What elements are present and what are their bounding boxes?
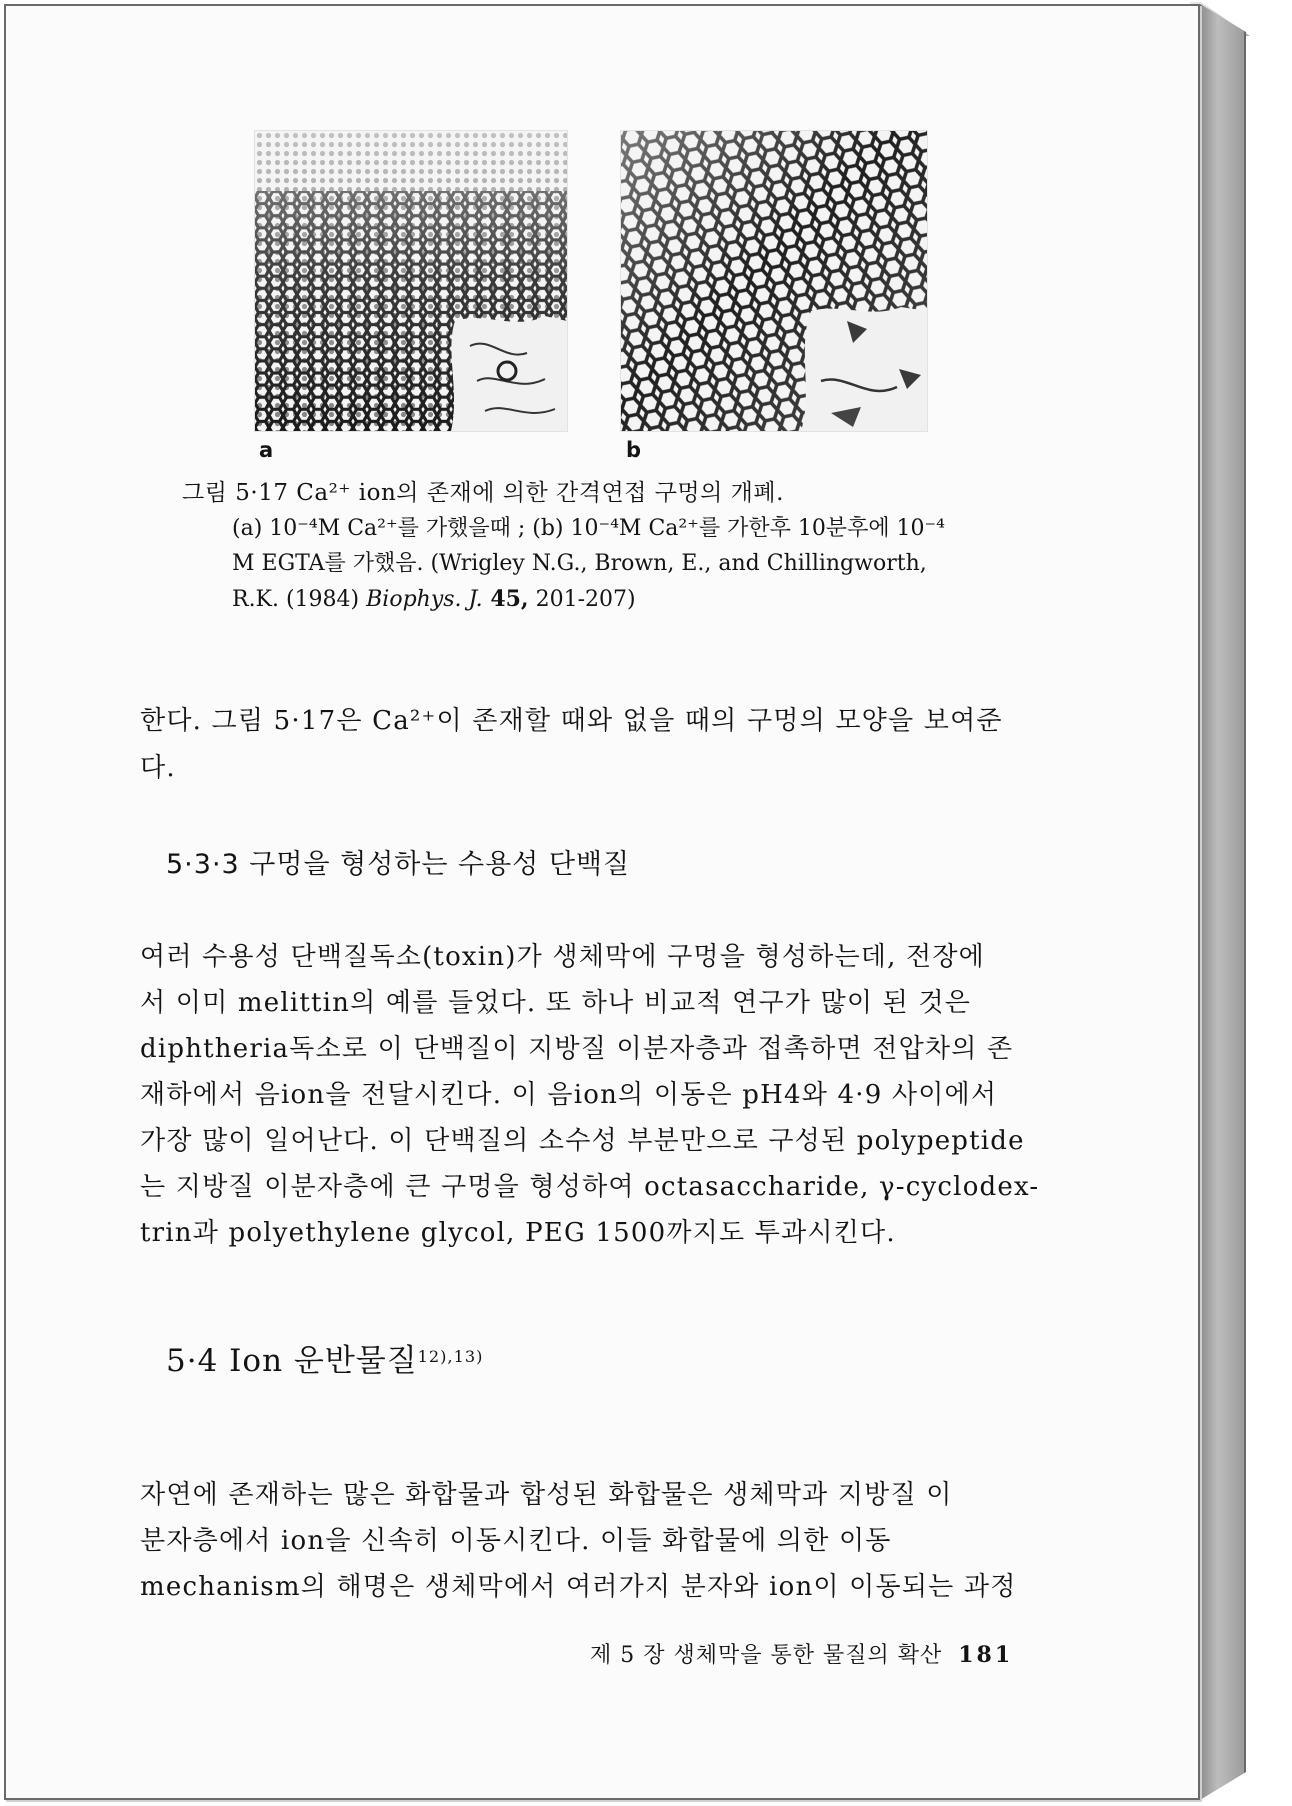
figure-caption-line: (a) 10⁻⁴M Ca²⁺를 가했을때 ; (b) 10⁻⁴M Ca²⁺를 가한후 10분후에 10⁻⁴ <box>232 516 945 541</box>
paragraph-line: 한다. 그림 5·17은 Ca²⁺이 존재할 때와 없을 때의 구멍의 모양을 보여준 <box>140 706 1003 736</box>
paragraph-line: 분자층에서 ion을 신속히 이동시킨다. 이들 화합물에 의한 이동 <box>140 1526 892 1556</box>
panel-label-b: b <box>626 438 642 462</box>
citation-volume: 45, <box>482 586 529 612</box>
micrograph-b <box>620 130 928 432</box>
section-title: 5·4 Ion 운반물질 <box>166 1343 418 1379</box>
paragraph-line: 여러 수용성 단백질독소(toxin)가 생체막에 구멍을 형성하는데, 전장에 <box>140 942 985 972</box>
citation-journal: Biophys. J. <box>366 587 483 612</box>
paragraph-line: 재하에서 음ion을 전달시킨다. 이 음ion의 이동은 pH4와 4·9 사이에서 <box>140 1080 998 1110</box>
section-heading-5-4 <box>166 1335 483 1380</box>
figure-caption-line: M EGTA를 가했음. (Wrigley N.G., Brown, E., and Chillingworth, <box>232 551 927 576</box>
paragraph-line: 는 지방질 이분자층에 큰 구멍을 형성하여 octasaccharide, γ-cyclodex- <box>140 1172 1040 1202</box>
page-number: 181 <box>958 1642 1014 1668</box>
paragraph-line: 자연에 존재하는 많은 화합물과 합성된 화합물은 생체막과 지방질 이 <box>140 1480 953 1510</box>
figure-caption-title: 그림 5·17 Ca²⁺ ion의 존재에 의한 간격연접 구멍의 개폐. <box>182 480 784 506</box>
paragraph-line: 서 이미 melittin의 예를 들었다. 또 하나 비교적 연구가 많이 된 것은 <box>140 988 972 1018</box>
panel-label-a: a <box>259 438 274 462</box>
paragraph-line: trin과 polyethylene glycol, PEG 1500까지도 투과시킨다. <box>140 1218 896 1248</box>
micrograph-a <box>254 130 568 432</box>
figure-caption-citation <box>232 582 636 617</box>
paragraph-line: diphtheria독소로 이 단백질이 지방질 이분자층과 접촉하면 전압차의 존 <box>140 1034 1014 1064</box>
citation-authors: R.K. (1984) <box>232 587 367 612</box>
running-chapter-title: 제 5 장 생체막을 통한 물질의 확산 <box>590 1643 943 1668</box>
citation-pages: 201-207) <box>528 587 636 612</box>
paragraph-line: 가장 많이 일어난다. 이 단백질의 소수성 부분만으로 구성된 polypeptide <box>140 1126 1025 1156</box>
paragraph-line: mechanism의 해명은 생체막에서 여러가지 분자와 ion이 이동되는 과정 <box>140 1572 1017 1602</box>
book-spine <box>1200 4 1246 1800</box>
page-footer <box>590 1638 1013 1669</box>
reference-superscript: 12),13) <box>417 1347 484 1367</box>
paragraph-line: 다. <box>140 753 176 783</box>
section-heading-5-3-3: 5·3·3 구멍을 형성하는 수용성 단백질 <box>166 849 631 880</box>
